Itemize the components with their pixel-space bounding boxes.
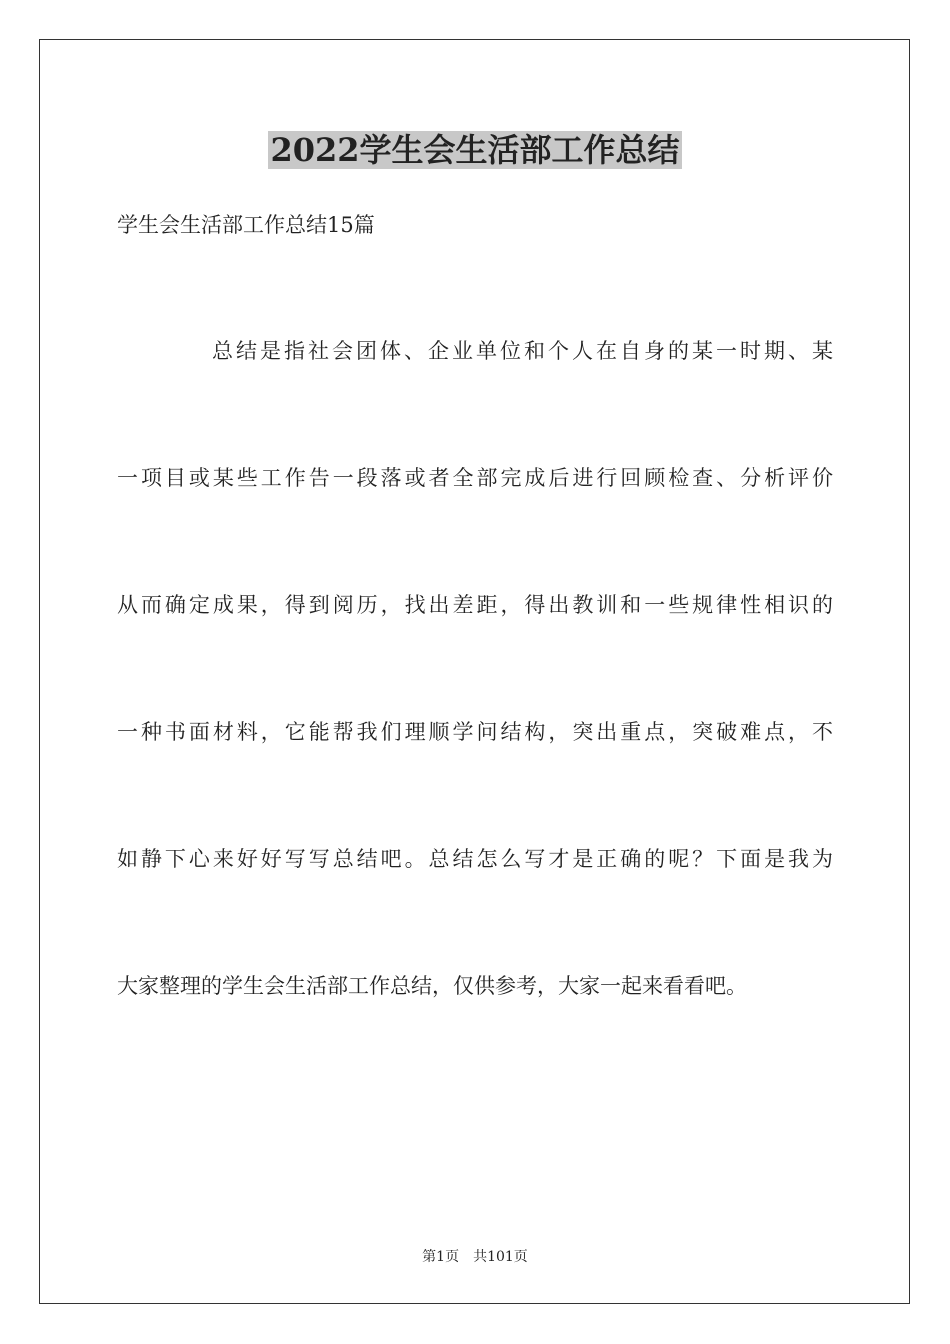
paragraph-line: 如静下心来好好写写总结吧。总结怎么写才是正确的呢？下面是我为 — [117, 847, 833, 871]
document-title-text: 2022学生会生活部工作总结 — [270, 131, 680, 169]
paragraph-line: 总结是指社会团体、企业单位和个人在自身的某一时期、某 — [212, 339, 833, 363]
paragraph-line: 大家整理的学生会生活部工作总结，仅供参考，大家一起来看看吧。 — [117, 974, 747, 998]
document-title — [0, 128, 950, 172]
paragraph-line: 一种书面材料，它能帮我们理顺学问结构，突出重点，突破难点，不 — [117, 720, 833, 744]
paragraph-line: 一项目或某些工作告一段落或者全部完成后进行回顾检查、分析评价 — [117, 466, 833, 490]
document-body — [117, 336, 833, 1098]
paragraph-line: 从而确定成果，得到阅历，找出差距，得出教训和一些规律性相识的 — [117, 593, 833, 617]
document-subtitle: 学生会生活部工作总结15篇 — [117, 213, 375, 237]
page-footer: 第1页 共101页 — [422, 1249, 528, 1265]
